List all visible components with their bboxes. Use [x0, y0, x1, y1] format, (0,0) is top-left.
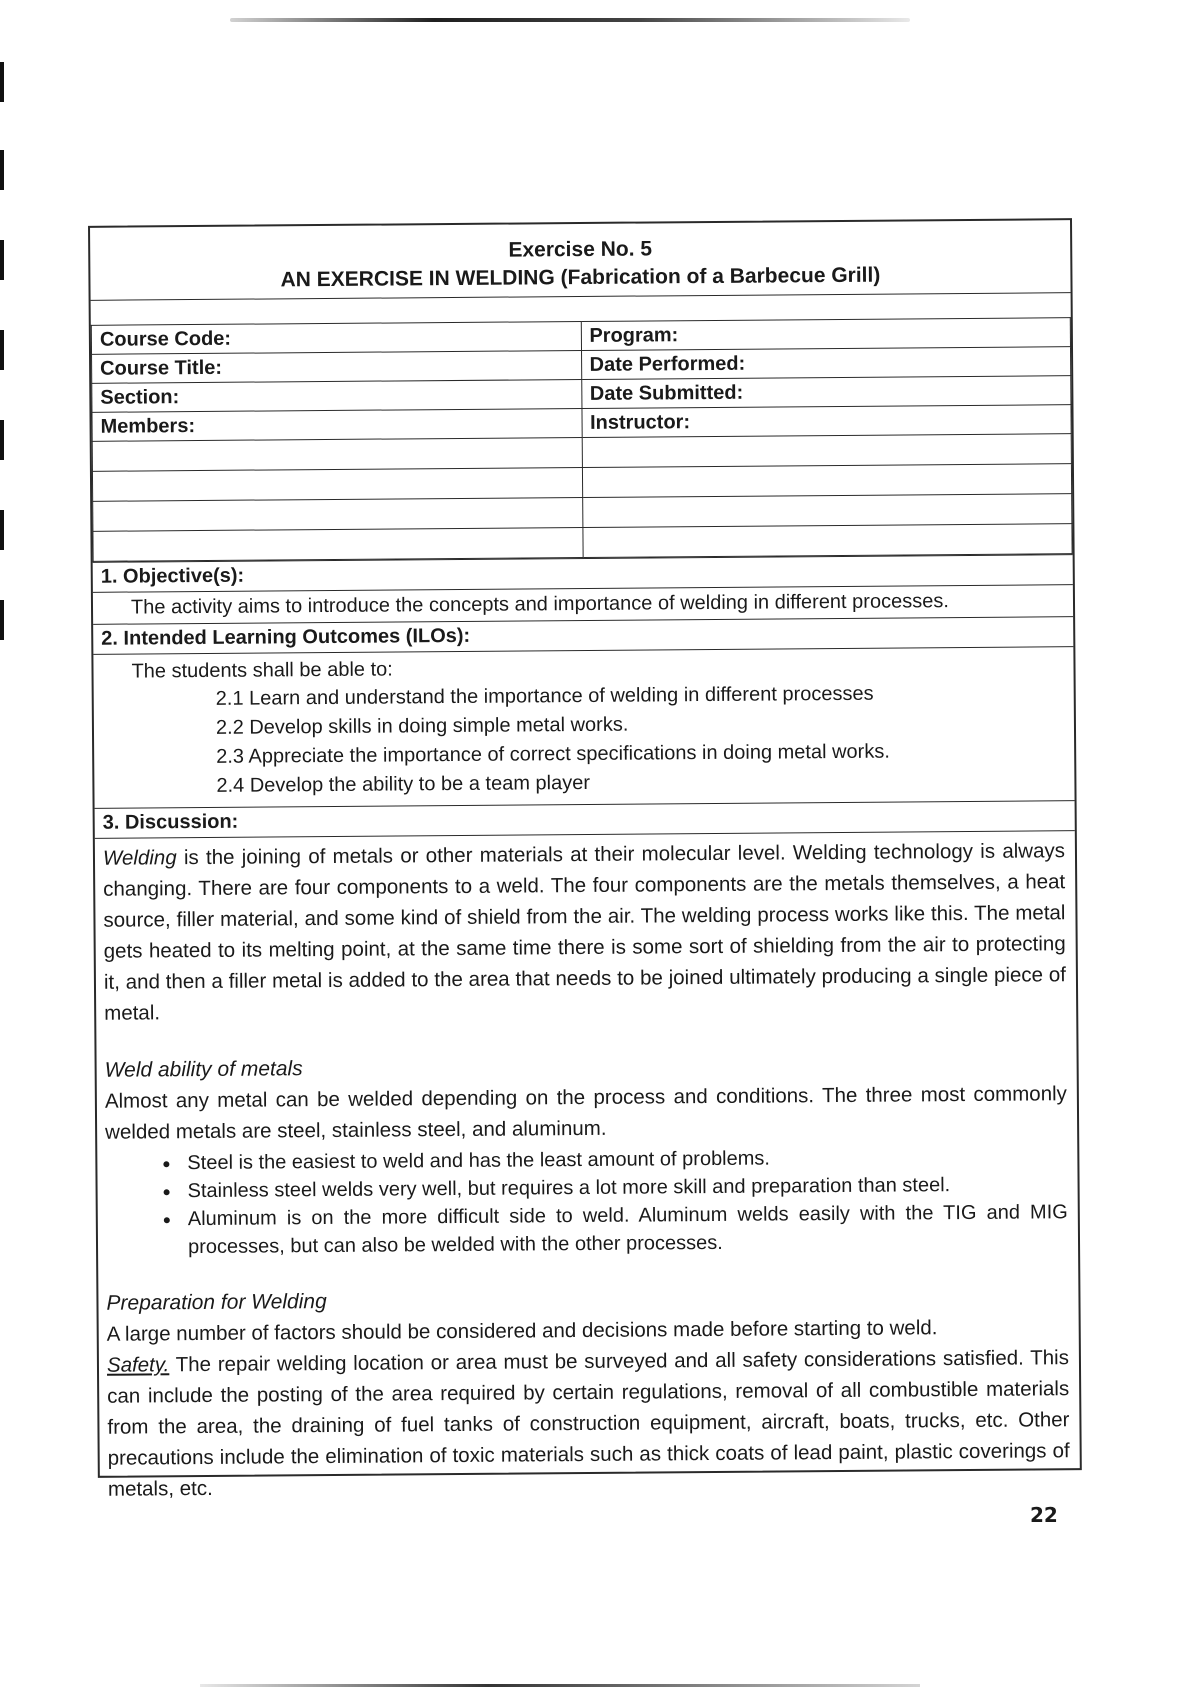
binding-mark: [0, 62, 4, 102]
course-title-field: Course Title:: [92, 350, 582, 383]
blank-cell: [582, 524, 1072, 558]
binding-mark: [0, 150, 4, 190]
exercise-number: Exercise No. 5: [508, 237, 653, 262]
blank-cell: [582, 494, 1072, 528]
weldability-bullets: [105, 1142, 1068, 1262]
ilo-item: 2.4 Develop the ability to be a team player: [216, 771, 591, 797]
bullet-item: • Aluminum is on the more difficult side to weld. Aluminum welds easily with the TIG and MIG processes, but can also be welded with the other processes.: [182, 1198, 1068, 1261]
course-info-table: [91, 317, 1073, 562]
members-blank-row: [93, 497, 583, 531]
section-field: Section:: [92, 379, 582, 412]
instructor-field: Instructor:: [581, 405, 1071, 438]
discussion-intro-paragraph: [103, 835, 1066, 1029]
ilo-item: 2.2 Develop skills in doing simple metal works.: [215, 713, 629, 739]
binding-mark: [0, 330, 4, 370]
scan-edge-bottom: [200, 1684, 920, 1687]
ilo-heading: 2. Intended Learning Outcomes (ILOs):: [93, 616, 1073, 655]
bullet-item: • Steel is the easiest to weld and has the least amount of problems.: [181, 1142, 1067, 1177]
weldability-heading: Weld ability of metals: [104, 1057, 303, 1082]
ilo-intro: The students shall be able to:: [131, 658, 393, 683]
objective-text: The activity aims to introduce the concepts and importance of welding in different processes.: [130, 590, 949, 619]
preparation-text: A large number of factors should be considered and decisions made before starting to weld.: [106, 1316, 938, 1346]
preparation-heading: Preparation for Welding: [106, 1290, 327, 1315]
binding-mark: [0, 600, 4, 640]
members-blank-row: [92, 437, 582, 471]
program-field: Program:: [581, 318, 1071, 351]
binding-mark: [0, 510, 4, 550]
blank-cell: [582, 434, 1072, 468]
members-blank-row: [93, 527, 583, 561]
discussion-heading: 3. Discussion:: [95, 800, 1075, 839]
page-number: 22: [1030, 1503, 1058, 1527]
discussion-body: [95, 831, 1080, 1505]
weldability-text: Almost any metal can be welded depending on the process and conditions. The three most commonly welded metals are steel, stainless steel, and aluminum.: [104, 1082, 1067, 1144]
objective-heading: 1. Objective(s):: [93, 554, 1073, 593]
blank-cell: [582, 464, 1072, 498]
title-block: [90, 220, 1071, 301]
exercise-title: AN EXERCISE IN WELDING (Fabrication of a Barbecue Grill): [280, 263, 881, 292]
date-submitted-field: Date Submitted:: [581, 376, 1071, 409]
ilo-item: 2.3 Appreciate the importance of correct specifications in doing metal works.: [216, 740, 890, 768]
date-performed-field: Date Performed:: [581, 347, 1071, 380]
bullet-item: • Stainless steel welds very well, but requires a lot more skill and preparation than steel.: [181, 1170, 1067, 1205]
scan-edge-top: [230, 18, 910, 22]
binding-mark: [0, 240, 4, 280]
ilo-item: 2.1 Learn and understand the importance of welding in different processes: [215, 682, 874, 710]
safety-term: Safety.: [106, 1353, 170, 1377]
ilo-list: [94, 678, 1075, 802]
exercise-sheet: [88, 218, 1082, 1501]
members-blank-row: [92, 467, 582, 501]
discussion-intro-text: is the joining of metals or other materials at their molecular level. Welding technology is always changing. There are four components to a weld. The four components are the metals themselves, a heat source, filler material, and some kind of shield from the air. The welding process works like this. The metal gets heated to its melting point, at the same time there is some sort of shielding from the air to protecting it, and then a filler metal is added to the area that needs to be joined ultimately producing a single piece of metal.: [103, 839, 1067, 1025]
safety-paragraph: [107, 1342, 1070, 1505]
welding-term: Welding: [102, 846, 177, 870]
safety-text: The repair welding location or area must be surveyed and all safety considerations satisfied. This can include the posting of the area required by certain regulations, removal of all combustible materials from the area, the draining of fuel tanks of construction equipment, aircraft, boats, trucks, etc. Other precautions include the elimination of toxic materials such as thick coats of lead paint, plastic coverings of metals, etc.: [107, 1346, 1070, 1501]
binding-mark: [0, 420, 4, 460]
members-field: Members:: [92, 408, 582, 441]
course-code-field: Course Code:: [91, 321, 581, 354]
